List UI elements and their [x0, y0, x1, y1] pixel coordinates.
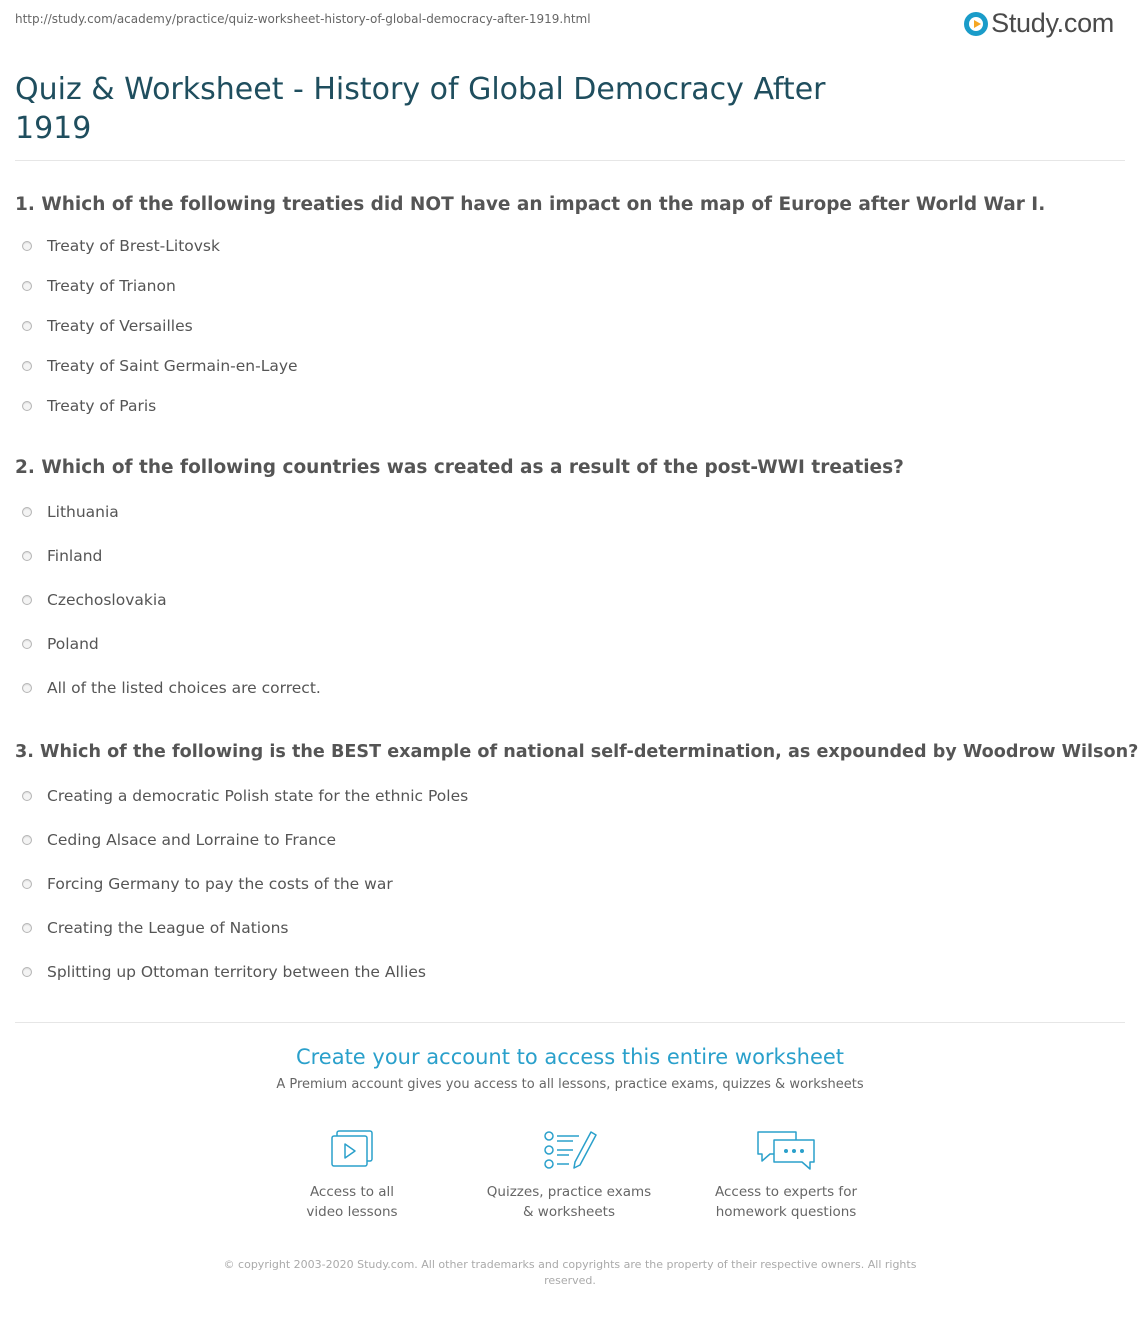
answer-option[interactable] — [22, 591, 167, 609]
radio-button[interactable] — [22, 551, 32, 561]
answer-option[interactable] — [22, 317, 193, 335]
radio-button[interactable] — [22, 361, 32, 371]
answer-option[interactable] — [22, 397, 156, 415]
option-label: Treaty of Trianon — [47, 277, 176, 295]
study-logo[interactable] — [964, 8, 1114, 39]
answer-option[interactable] — [22, 547, 102, 565]
feature-label-line1: Access to experts for — [714, 1184, 857, 1200]
feature-label-line2: homework questions — [715, 1204, 857, 1220]
question-3: 3. Which of the following is the BEST example of national self-determination, as expounded by Woodrow Wilson? — [15, 742, 1139, 762]
radio-button[interactable] — [22, 595, 32, 605]
answer-option[interactable] — [22, 277, 176, 295]
feature-label-line1: Quizzes, practice exams — [486, 1184, 652, 1200]
answer-option[interactable] — [22, 679, 321, 697]
radio-button[interactable] — [22, 879, 32, 889]
option-label: Poland — [47, 635, 99, 653]
page-url: http://study.com/academy/practice/quiz-worksheet-history-of-global-democracy-after-1919.html — [15, 12, 591, 26]
copyright-footer — [0, 1257, 1140, 1289]
quiz-checklist-icon — [541, 1128, 597, 1174]
option-label: All of the listed choices are correct. — [47, 679, 321, 697]
option-label: Treaty of Saint Germain-en-Laye — [47, 357, 298, 375]
option-label: Creating the League of Nations — [47, 919, 289, 937]
feature-label-line1: Access to all — [309, 1184, 395, 1200]
option-label: Lithuania — [47, 503, 119, 521]
answer-option[interactable] — [22, 831, 336, 849]
feature-label-line2: video lessons — [306, 1204, 398, 1220]
answer-option[interactable] — [22, 237, 220, 255]
radio-button[interactable] — [22, 923, 32, 933]
radio-button[interactable] — [22, 281, 32, 291]
option-label: Treaty of Brest-Litovsk — [47, 237, 220, 255]
radio-button[interactable] — [22, 241, 32, 251]
page-title: Quiz & Worksheet - History of Global Democracy After 1919 — [15, 72, 826, 146]
option-label: Treaty of Versailles — [47, 317, 193, 335]
chat-bubbles-icon — [754, 1128, 818, 1174]
radio-button[interactable] — [22, 835, 32, 845]
answer-option[interactable] — [22, 357, 298, 375]
feature-video-lessons — [252, 1128, 452, 1222]
radio-button[interactable] — [22, 967, 32, 977]
question-2: 2. Which of the following countries was created as a result of the post-WWI treaties? — [15, 457, 904, 478]
radio-button[interactable] — [22, 321, 32, 331]
answer-option[interactable] — [22, 787, 468, 805]
radio-button[interactable] — [22, 401, 32, 411]
cta-divider — [15, 1022, 1125, 1023]
title-divider — [15, 160, 1125, 161]
feature-quizzes — [469, 1128, 669, 1222]
option-label: Czechoslovakia — [47, 591, 167, 609]
answer-option[interactable] — [22, 635, 99, 653]
option-label: Splitting up Ottoman territory between the Allies — [47, 963, 426, 981]
radio-button[interactable] — [22, 639, 32, 649]
premium-description: A Premium account gives you access to all lessons, practice exams, quizzes & worksheets — [276, 1077, 864, 1092]
option-label: Finland — [47, 547, 103, 565]
answer-option[interactable] — [22, 963, 426, 981]
option-label: Forcing Germany to pay the costs of the war — [47, 875, 393, 893]
copyright-text: © copyright 2003-2020 Study.com. All other trademarks and copyrights are the property of their respective owners. All rights reserved. — [223, 1258, 917, 1287]
question-1: 1. Which of the following treaties did NOT have an impact on the map of Europe after World War I. — [15, 194, 1046, 215]
feature-label-line2: & worksheets — [522, 1204, 615, 1220]
answer-option[interactable] — [22, 503, 119, 521]
option-label: Treaty of Paris — [47, 397, 157, 415]
option-label: Creating a democratic Polish state for the ethnic Poles — [47, 787, 469, 805]
radio-button[interactable] — [22, 683, 32, 693]
study-logo-text: Study.com — [991, 8, 1114, 38]
create-account-link[interactable]: Create your account to access this entire worksheet — [295, 1045, 845, 1069]
answer-option[interactable] — [22, 875, 393, 893]
video-lessons-icon — [324, 1128, 380, 1174]
answer-option[interactable] — [22, 919, 288, 937]
radio-button[interactable] — [22, 507, 32, 517]
option-label: Ceding Alsace and Lorraine to France — [47, 831, 337, 849]
study-logo-icon — [964, 12, 988, 36]
feature-experts — [686, 1128, 886, 1222]
radio-button[interactable] — [22, 791, 32, 801]
